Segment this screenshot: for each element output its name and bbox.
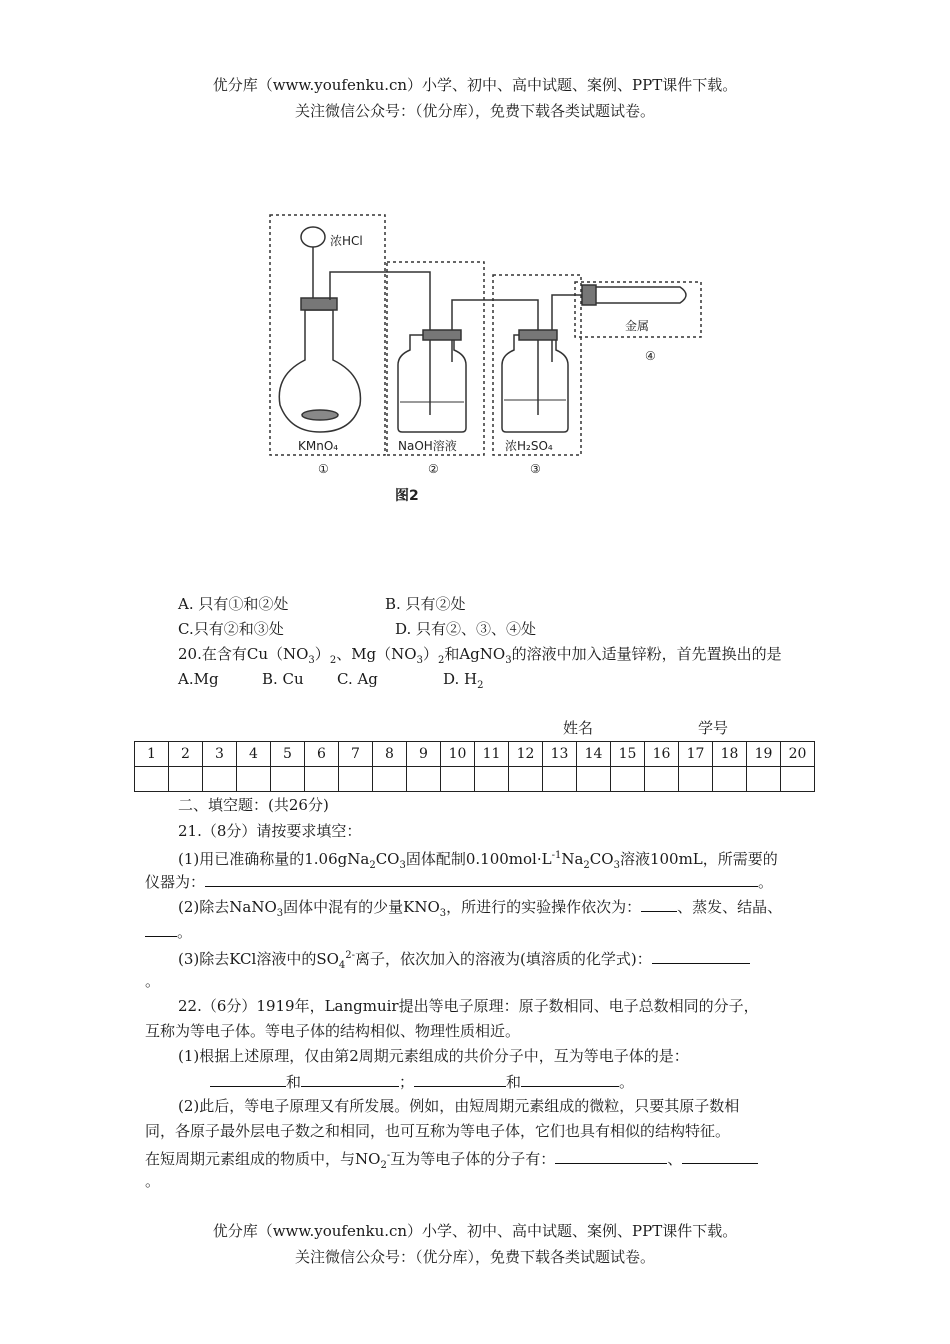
q22-part1: (1)根据上述原理，仅由第2周期元素组成的共价分子中，互为等电子体的是： [178, 1047, 689, 1065]
answer-cell[interactable] [135, 767, 169, 792]
answer-col-header: 2 [169, 742, 203, 767]
answer-col-header: 12 [509, 742, 543, 767]
answer-cell[interactable] [339, 767, 373, 792]
answer-col-header: 10 [441, 742, 475, 767]
answer-cell[interactable] [509, 767, 543, 792]
answer-table [134, 741, 815, 792]
answer-cell[interactable] [543, 767, 577, 792]
q22-molecule-blank-1[interactable] [555, 1147, 667, 1164]
q22-stem-line2: 互称为等电子体。等电子体的结构相似、物理性质相近。 [145, 1022, 521, 1040]
answer-col-header: 15 [611, 742, 645, 767]
answer-col-header: 18 [713, 742, 747, 767]
q21-part3: (3)除去KCl溶液中的$SO_4^{2-}$离子，依次加入的溶液为(填溶质的化学式)： [178, 945, 750, 977]
funnel [301, 227, 325, 247]
q21-reagents-blank[interactable] [652, 947, 750, 964]
label-h2so4: 浓H₂SO₄ [505, 439, 553, 453]
footer-line-2: 关注微信公众号：（优分库），免费下载各类试题试卷。 [294, 1248, 655, 1266]
tube-1-2 [330, 272, 430, 330]
answer-col-header: 13 [543, 742, 577, 767]
student-number-label: 学号 [698, 719, 729, 737]
answer-cell[interactable] [169, 767, 203, 792]
answer-cell[interactable] [475, 767, 509, 792]
answer-cell[interactable] [203, 767, 237, 792]
bottle-2 [398, 335, 466, 432]
answer-cell[interactable] [747, 767, 781, 792]
q22-part1-blanks: 和 ； 和 。 [210, 1070, 634, 1093]
q19-option-d: D. 只有②、③、④处 [395, 620, 537, 638]
answer-cell[interactable] [373, 767, 407, 792]
answer-cell[interactable] [781, 767, 815, 792]
q20-option-b: B. Cu [262, 670, 304, 688]
q21-part2-line2: 。 [145, 920, 192, 943]
answer-col-header: 11 [475, 742, 509, 767]
answer-cell[interactable] [679, 767, 713, 792]
flask-stopper [301, 298, 337, 310]
q21-part3-end: 。 [145, 972, 161, 990]
num-1: ① [318, 462, 329, 476]
answer-col-header: 20 [781, 742, 815, 767]
section-2-title: 二、填空题：(共26分) [178, 796, 329, 814]
answer-cell[interactable] [407, 767, 441, 792]
answer-col-header: 3 [203, 742, 237, 767]
q20-option-c: C. Ag [337, 670, 378, 688]
answer-cell[interactable] [577, 767, 611, 792]
label-metal: 金属 [625, 319, 650, 333]
bottle-3 [502, 335, 568, 432]
footer-line-1: 优分库（www.youfenku.cn）小学、初中、高中试题、案例、PPT课件下载。 [212, 1222, 738, 1240]
q21-part2: (2)除去NaNO$_3$固体中混有的少量$KNO_3$，所进行的实验操作依次为： 、蒸发、结晶、 [178, 895, 782, 925]
answer-col-header: 17 [679, 742, 713, 767]
q22-part2-line2: 同，各原子最外层电子数之和相同，也可互称为等电子体，它们也具有相似的结构特征。 [145, 1122, 731, 1140]
header-line-1: 优分库（www.youfenku.cn）小学、初中、高中试题、案例、PPT课件下载。 [212, 76, 738, 94]
answer-header-row [135, 742, 815, 767]
q20-option-d: D. $H_2$ [443, 670, 484, 691]
q22-part2-line1: (2)此后，等电子原理又有所发展。例如，由短周期元素组成的微粒，只要其原子数相 [178, 1097, 740, 1115]
q20-option-a: A.Mg [178, 670, 219, 688]
q20-stem: 20.在含有$Cu(NO_3)_2$、$Mg(NO_3)_2$和AgNO$_3$的溶液中加入适量锌粉，首先置换出的是 [178, 645, 782, 666]
test-tube [590, 287, 686, 303]
answer-cell[interactable] [611, 767, 645, 792]
q22-stem-line1: 22.（6分）1919年，Langmuir提出等电子原理：原子数相同、电子总数相同的分子， [178, 997, 759, 1015]
answer-cell[interactable] [441, 767, 475, 792]
answer-col-header: 9 [407, 742, 441, 767]
num-3: ③ [530, 462, 541, 476]
name-label: 姓名 [563, 719, 594, 737]
q21-operation-blank-1[interactable] [641, 895, 677, 912]
q21-operation-blank-2[interactable] [145, 920, 177, 937]
answer-cell[interactable] [305, 767, 339, 792]
header-line-2: 关注微信公众号：（优分库），免费下载各类试题试卷。 [294, 102, 655, 120]
label-hcl: 浓HCl [330, 234, 363, 248]
answer-col-header: 6 [305, 742, 339, 767]
answer-col-header: 7 [339, 742, 373, 767]
kmno4-solid [302, 410, 338, 420]
q22-blank-3[interactable] [414, 1070, 506, 1087]
q22-blank-4[interactable] [521, 1070, 619, 1087]
answer-col-header: 8 [373, 742, 407, 767]
q21-part1: (1)用已准确称量的$1.06gNa_2CO_3$固体配制$0.100mol\cdot L^{-1}Na_2CO_3$溶液100mL，所需要的 [178, 850, 778, 871]
q19-option-a: A. 只有①和②处 [178, 595, 289, 613]
answer-col-header: 4 [237, 742, 271, 767]
q22-blank-2[interactable] [301, 1070, 399, 1087]
answer-cell[interactable] [645, 767, 679, 792]
q21-title: 21.（8分）请按要求填空： [178, 822, 362, 840]
num-4: ④ [645, 349, 656, 363]
label-kmno4: KMnO₄ [298, 439, 339, 453]
q21-instruments-blank[interactable] [205, 870, 758, 887]
answer-col-header: 16 [645, 742, 679, 767]
apparatus-diagram [180, 170, 740, 510]
answer-col-header: 14 [577, 742, 611, 767]
tube-2-3 [452, 300, 538, 330]
q22-part2-end: 。 [145, 1172, 161, 1190]
box-2 [387, 262, 484, 455]
answer-col-header: 19 [747, 742, 781, 767]
q21-part1-line2: 仪器为： 。 [145, 870, 773, 893]
q22-molecule-blank-2[interactable] [682, 1147, 758, 1164]
answer-cell[interactable] [237, 767, 271, 792]
answer-col-header: 1 [135, 742, 169, 767]
q22-blank-1[interactable] [210, 1070, 286, 1087]
q22-part2-line3: 在短周期元素组成的物质中，与$NO_2^-$互为等电子体的分子有： 、 [145, 1145, 758, 1177]
answer-input-row [135, 767, 815, 792]
label-naoh: NaOH溶液 [398, 439, 457, 453]
answer-cell[interactable] [713, 767, 747, 792]
figure-caption: 图2 [395, 488, 419, 504]
answer-cell[interactable] [271, 767, 305, 792]
answer-col-header: 5 [271, 742, 305, 767]
q19-option-c: C.只有②和③处 [178, 620, 284, 638]
q19-option-b: B. 只有②处 [385, 595, 466, 613]
num-2: ② [428, 462, 439, 476]
